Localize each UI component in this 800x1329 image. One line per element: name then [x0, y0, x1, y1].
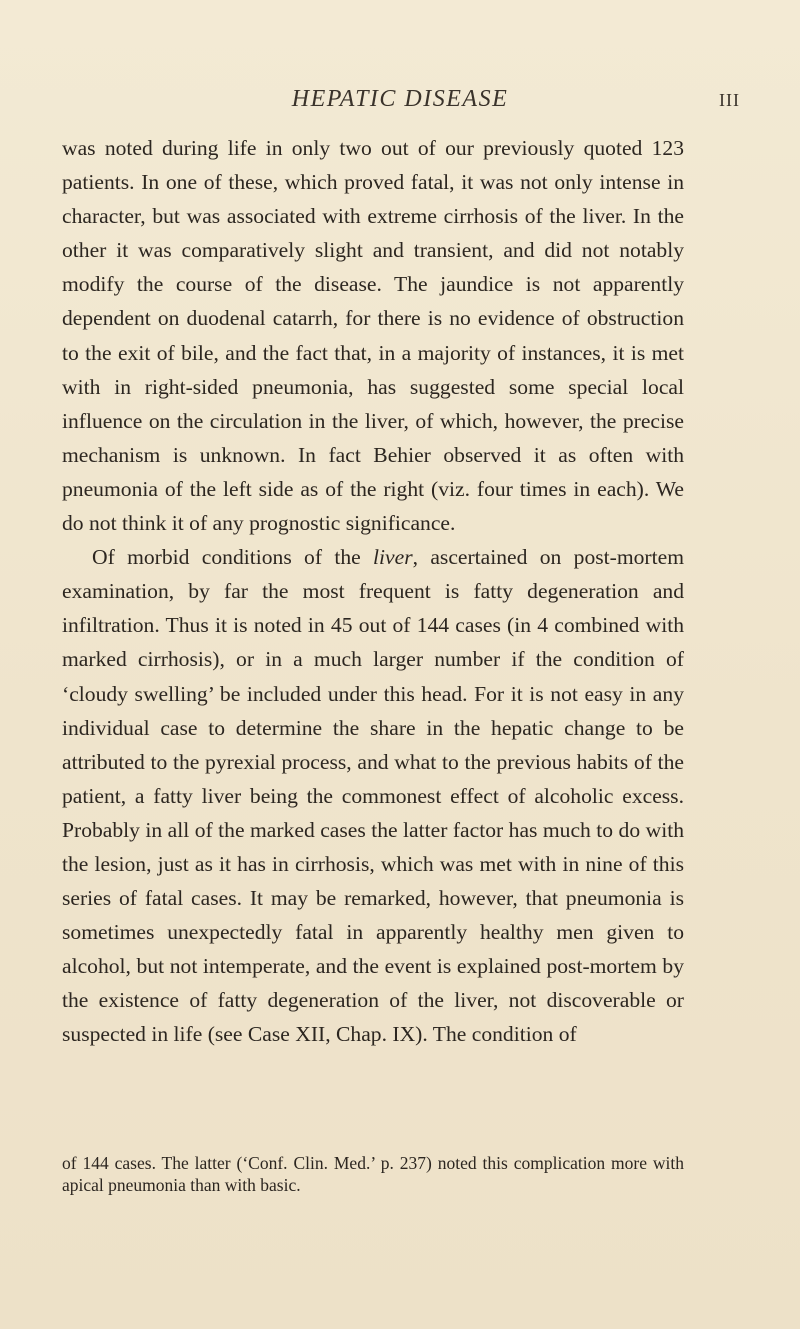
paragraph-2 — [62, 540, 684, 1051]
paragraph-2-rest: , ascertained on post-mortem examination, by far the most frequent is fatty degeneration and infiltration. Thus it is noted in 45 out of 144 cases (in 4 combined with marked cirrhosis), or in a much larger number if the condition of ‘cloudy swelling’ be included under this head. For it is not easy in any individual case to determine the share in the hepatic change to be attributed to the pyrexial process, and what to the previous habits of the patient, a fatty liver being the commonest effect of alcoholic excess. Probably in all of the marked cases the latter factor has much to do with the lesion, just as it has in cirrhosis, which was met with in nine of this series of fatal cases. It may be remarked, however, that pneumonia is sometimes unexpectedly fatal in apparently healthy men given to alcohol, but not intemperate, and the event is explained post-mortem by the existence of fatty degeneration of the liver, not discoverable or suspected in life (see Case XII, Chap. IX). The condition of — [62, 545, 684, 1047]
paragraph-2-start: Of morbid conditions of the — [92, 545, 374, 570]
footnote-text: of 144 cases. The latter (‘Conf. Clin. Med.’ p. 237) noted this complication more with apical pneumonia than with basic. — [62, 1153, 684, 1195]
body-text — [62, 131, 684, 1052]
running-title: HEPATIC DISEASE — [291, 86, 509, 112]
footnote — [62, 1152, 684, 1196]
page-number: III — [719, 90, 740, 110]
running-head — [60, 86, 740, 116]
emphasis-liver: liver — [373, 545, 413, 570]
paragraph-1: was noted during life in only two out of our previously quoted 123 patients. In one of these, which proved fatal, it was not only intense in character, but was associated with extreme cirrhosis of the liver. In the other it was comparatively slight and transient, and did not notably modify the course of the disease. The jaundice is not apparently dependent on duodenal catarrh, for there is no evidence of obstruction to the exit of bile, and the fact that, in a majority of instances, it is met with in right-sided pneumonia, has suggested some special local influence on the circulation in the liver, of which, however, the precise mechanism is unknown. In fact Behier observed it as often with pneumonia of the left side as of the right (viz. four times in each). We do not think it of any prognostic significance. — [62, 136, 684, 536]
